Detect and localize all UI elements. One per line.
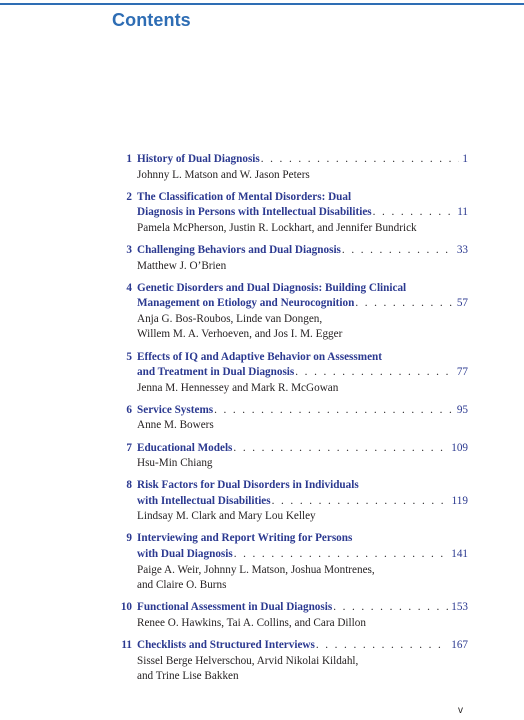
chapter-number: 7 (126, 441, 132, 454)
chapter-title-leader-line (137, 638, 468, 654)
toc-entry-body (137, 350, 468, 397)
chapter-authors: Lindsay M. Clark and Mary Lou Kelley (137, 510, 316, 523)
dot-leader (333, 600, 448, 616)
chapter-page-number[interactable]: 119 (451, 494, 468, 507)
dot-leader (316, 638, 448, 654)
toc-entry[interactable] (108, 638, 468, 685)
toc-entry-body (137, 152, 468, 183)
chapter-title[interactable]: with Intellectual Disabilities (137, 494, 271, 507)
toc-entry-body (137, 638, 468, 685)
chapter-page-number[interactable]: 1 (462, 153, 468, 165)
chapter-authors: Willem M. A. Verhoeven, and Jos I. M. Egger (137, 328, 343, 341)
top-rule (0, 3, 524, 5)
toc-entry-body (137, 281, 468, 343)
chapter-number: 5 (126, 350, 132, 363)
chapter-title-leader-line (137, 441, 468, 457)
table-of-contents (108, 152, 468, 691)
dot-leader (295, 365, 454, 381)
chapter-number: 6 (126, 403, 132, 416)
chapter-page-number[interactable]: 33 (456, 243, 468, 256)
chapter-title-line[interactable]: Interviewing and Report Writing for Persons (137, 532, 353, 545)
chapter-title-line[interactable]: Genetic Disorders and Dual Diagnosis: Building Clinical (137, 281, 407, 294)
dot-leader (214, 403, 454, 419)
chapter-page-number[interactable]: 57 (456, 297, 468, 310)
toc-entry-body (137, 600, 468, 631)
chapter-number: 2 (126, 190, 132, 203)
chapter-number: 4 (126, 281, 132, 294)
toc-entry[interactable] (108, 478, 468, 525)
dot-leader (261, 152, 460, 168)
chapter-title-line[interactable]: Risk Factors for Dual Disorders in Individuals (137, 479, 359, 492)
chapter-page-number[interactable]: 109 (451, 441, 468, 454)
chapter-title-line[interactable]: The Classification of Mental Disorders: Dual (137, 190, 352, 203)
chapter-title-leader-line (137, 243, 468, 259)
chapter-title-leader-line (137, 547, 468, 563)
chapter-page-number[interactable]: 11 (457, 206, 468, 219)
chapter-title-leader-line (137, 205, 468, 221)
chapter-title-leader-line (137, 152, 468, 168)
chapter-title[interactable]: History of Dual Diagnosis (137, 153, 260, 165)
chapter-title-leader-line (137, 296, 468, 312)
chapter-authors: and Trine Lise Bakken (137, 670, 239, 683)
chapter-page-number[interactable]: 167 (451, 639, 468, 652)
toc-entry-body (137, 531, 468, 593)
dot-leader (233, 441, 448, 457)
chapter-title-leader-line (137, 494, 468, 510)
toc-entry[interactable] (108, 152, 468, 183)
chapter-title-leader-line (137, 365, 468, 381)
toc-entry[interactable] (108, 403, 468, 434)
toc-entry[interactable] (108, 600, 468, 631)
chapter-authors: Jenna M. Hennessey and Mark R. McGowan (137, 381, 339, 394)
chapter-title-leader-line (137, 600, 468, 616)
toc-entry[interactable] (108, 350, 468, 397)
chapter-number: 1 (126, 153, 132, 165)
chapter-title[interactable]: with Dual Diagnosis (137, 548, 233, 561)
chapter-title[interactable]: and Treatment in Dual Diagnosis (137, 366, 295, 379)
toc-entry[interactable] (108, 243, 468, 274)
chapter-number: 9 (126, 532, 132, 545)
chapter-page-number[interactable]: 77 (456, 366, 468, 379)
chapter-title[interactable]: Checklists and Structured Interviews (137, 639, 315, 652)
toc-entry[interactable] (108, 441, 468, 472)
chapter-title[interactable]: Service Systems (137, 403, 214, 416)
chapter-title[interactable]: Functional Assessment in Dual Diagnosis (137, 601, 333, 614)
dot-leader (272, 494, 449, 510)
toc-entry[interactable] (108, 281, 468, 343)
chapter-authors: Johnny L. Matson and W. Jason Peters (137, 168, 310, 181)
chapter-authors: Anne M. Bowers (137, 419, 214, 432)
chapter-authors: Pamela McPherson, Justin R. Lockhart, and Jennifer Bundrick (137, 221, 417, 234)
chapter-authors: and Claire O. Burns (137, 579, 227, 592)
chapter-page-number[interactable]: 141 (451, 548, 468, 561)
page-title: Contents (112, 10, 191, 30)
chapter-title[interactable]: Challenging Behaviors and Dual Diagnosis (137, 243, 341, 256)
chapter-page-number[interactable]: 153 (451, 601, 468, 614)
chapter-authors: Renee O. Hawkins, Tai A. Collins, and Cara Dillon (137, 616, 366, 629)
chapter-number: 11 (121, 639, 132, 652)
chapter-number: 3 (126, 243, 132, 256)
toc-entry-body (137, 403, 468, 434)
chapter-authors: Anja G. Bos-Roubos, Linde van Dongen, (137, 312, 323, 325)
page-number: v (458, 705, 463, 716)
chapter-page-number[interactable]: 95 (456, 403, 468, 416)
chapter-authors: Paige A. Weir, Johnny L. Matson, Joshua Montrenes, (137, 563, 375, 576)
chapter-authors: Hsu-Min Chiang (137, 457, 213, 470)
toc-entry-body (137, 243, 468, 274)
chapter-title[interactable]: Management on Etiology and Neurocognition (137, 297, 355, 310)
toc-entry-body (137, 441, 468, 472)
chapter-number: 10 (120, 601, 132, 614)
dot-leader (342, 243, 454, 259)
toc-entry[interactable] (108, 190, 468, 237)
chapter-number: 8 (126, 479, 132, 492)
dot-leader (234, 547, 448, 563)
chapter-authors: Matthew J. O’Brien (137, 259, 227, 272)
chapter-title[interactable]: Diagnosis in Persons with Intellectual Disabilities (137, 206, 372, 219)
dot-leader (373, 205, 455, 221)
chapter-authors: Sissel Berge Helverschou, Arvid Nikolai Kildahl, (137, 654, 359, 667)
chapter-title[interactable]: Educational Models (137, 441, 233, 454)
dot-leader (355, 296, 453, 312)
chapter-title-leader-line (137, 403, 468, 419)
toc-entry-body (137, 190, 468, 237)
chapter-title-line[interactable]: Effects of IQ and Adaptive Behavior on Assessment (137, 350, 382, 363)
toc-entry-body (137, 478, 468, 525)
toc-entry[interactable] (108, 531, 468, 593)
